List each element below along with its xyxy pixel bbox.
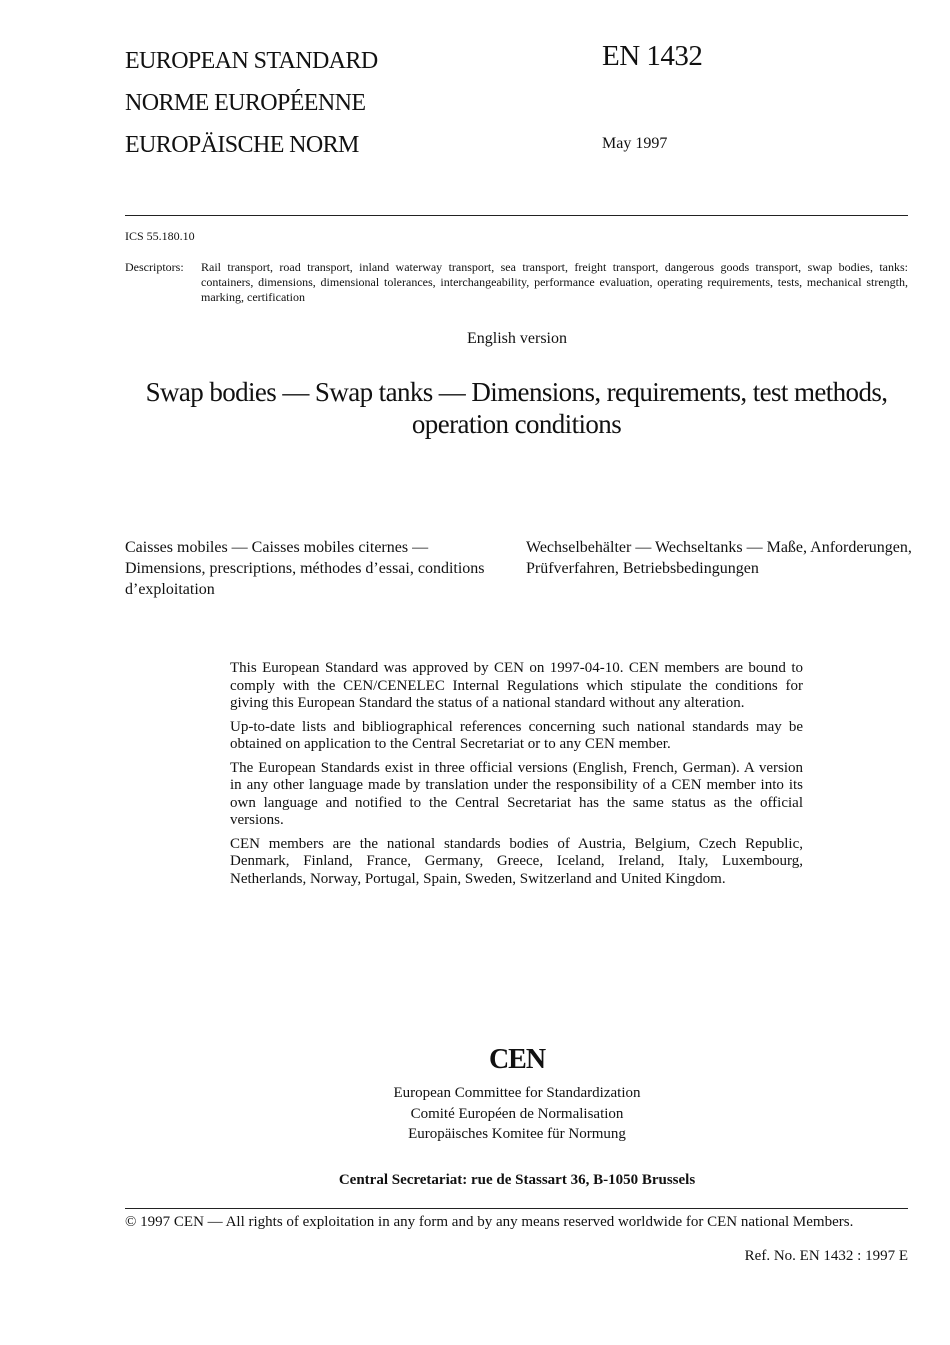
document-title: Swap bodies — Swap tanks — Dimensions, requirements, test methods, operation conditions [145,377,888,439]
copyright-notice: © 1997 CEN — All rights of exploitation in any form and by any means reserved worldwide for CEN national Members. [125,1214,854,1230]
french-title: Caisses mobiles — Caisses mobiles citernes — Dimensions, prescriptions, méthodes d’essai, conditions d’exploitation [125,539,485,598]
descriptors-label: Descriptors: [125,260,184,274]
language-version: English version [467,330,567,347]
footer-divider [125,1208,908,1209]
standard-title-english: EUROPEAN STANDARD [125,48,378,74]
approval-paragraph: CEN members are the national standards bodies of Austria, Belgium, Czech Republic, Denmark, Finland, France, Germany, Greece, Iceland, Ireland, Italy, Luxembourg, Netherlands, Norway, Portugal, Spain, Sweden, Switzerland and United Kingdom. [230,835,803,887]
descriptors-text: Rail transport, road transport, inland waterway transport, sea transport, freight transport, dangerous goods transport, swap bodies, tanks: containers, dimensions, dimensional tolerances, interchangeability, performance evaluation, operating requirements, tests, mechanical strength, marking, certification [201,260,908,304]
german-title: Wechselbehälter — Wechseltanks — Maße, Anforderungen, Prüfverfahren, Betriebsbedingungen [526,539,912,577]
cen-name-german: Europäisches Komitee für Normung [408,1126,626,1142]
standard-title-german: EUROPÄISCHE NORM [125,132,359,158]
approval-paragraph: The European Standards exist in three official versions (English, French, German). A version in any other language made by translation under the responsibility of a CEN member into its own language and notified to the Central Secretariat has the same status as the official versions. [230,759,803,828]
cen-logo: CEN [488,1044,546,1075]
reference-number: Ref. No. EN 1432 : 1997 E [744,1248,908,1264]
standard-title-french: NORME EUROPÉENNE [125,90,366,116]
central-secretariat-address: Central Secretariat: rue de Stassart 36, B-1050 Brussels [338,1172,696,1188]
cen-name-english: European Committee for Standardization [393,1085,641,1101]
ics-code: ICS 55.180.10 [125,229,195,243]
approval-paragraph: This European Standard was approved by CEN on 1997-04-10. CEN members are bound to comply with the CEN/CENELEC Internal Regulations which stipulate the conditions for giving this European Standard the status of a national standard without any alteration. [230,660,803,711]
cen-name-french: Comité Européen de Normalisation [410,1105,624,1122]
approval-paragraph: Up-to-date lists and bibliographical references concerning such national standards may be obtained on application to the Central Secretariat or to any CEN member. [230,718,803,752]
publication-date: May 1997 [602,135,668,152]
cen-committee-names [0,1083,950,1145]
approval-notice [230,660,803,894]
header-divider [125,215,908,216]
standard-number: EN 1432 [602,40,703,72]
